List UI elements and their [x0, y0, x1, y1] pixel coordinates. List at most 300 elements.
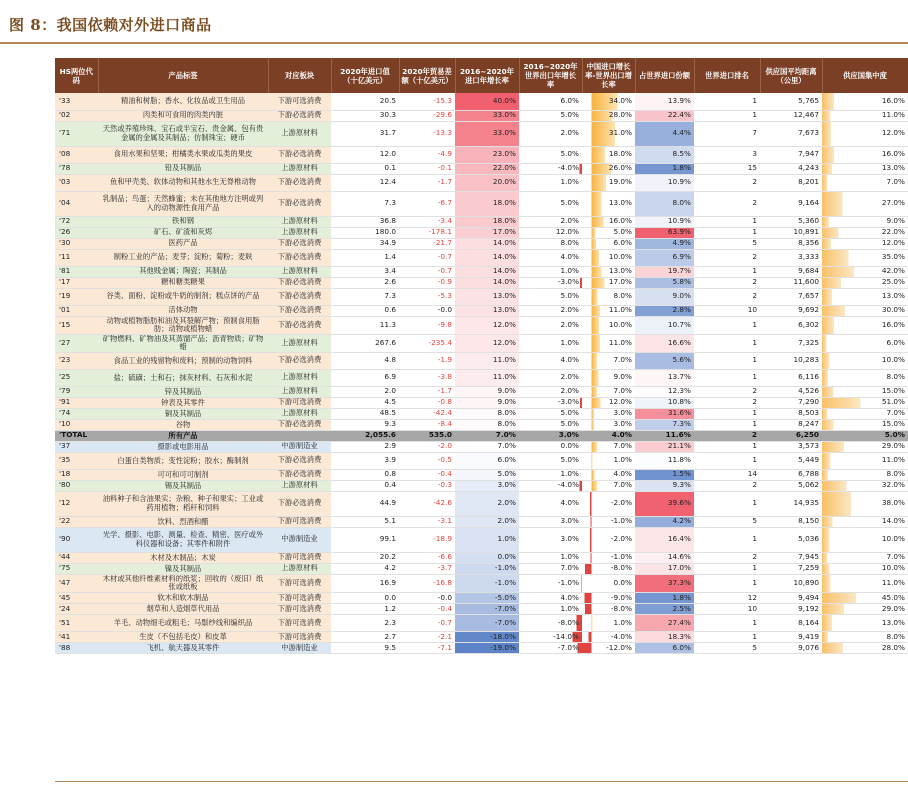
import-value-cell: 34.9 [331, 238, 399, 249]
supplier-concentration-cell: 8.0% [822, 632, 908, 643]
supplier-distance-cell: 14,935 [760, 491, 822, 516]
table-row [55, 146, 908, 163]
supplier-distance-cell: 8,201 [760, 174, 822, 191]
growth-diff-cell: 4.0% [582, 469, 635, 480]
trade-balance-cell: -4.9 [399, 146, 455, 163]
import-share-cell: 16.6% [635, 334, 694, 352]
import-growth-cell: -5.0% [455, 593, 519, 604]
trade-balance-cell: -0.7 [399, 249, 455, 266]
sector-cell: 上游原材料 [268, 227, 331, 238]
table-row [55, 643, 908, 654]
import-rank-cell: 1 [694, 316, 760, 334]
col-header-import: 2020年进口值（十亿美元） [331, 58, 399, 93]
import-growth-cell: 18.0% [455, 216, 519, 227]
import-value-cell: 99.1 [331, 527, 399, 552]
growth-diff-cell: -1.0% [582, 552, 635, 563]
supplier-distance-cell: 9,494 [760, 593, 822, 604]
growth-diff-cell: 3.0% [582, 408, 635, 419]
sector-cell: 下游必选消费 [268, 491, 331, 516]
growth-diff-cell: -4.0% [582, 632, 635, 643]
import-value-cell: 5.1 [331, 516, 399, 527]
growth-diff-cell: 6.0% [582, 238, 635, 249]
table-row [55, 480, 908, 491]
world-growth-cell: 5.0% [519, 288, 582, 305]
table-row [55, 121, 908, 146]
import-share-cell: 6.0% [635, 643, 694, 654]
world-growth-cell: 1.0% [519, 334, 582, 352]
import-value-cell: 1.2 [331, 604, 399, 615]
import-growth-cell: 20.0% [455, 174, 519, 191]
import-share-cell: 9.3% [635, 480, 694, 491]
product-label-cell: 糖和糖类糖果 [98, 277, 268, 288]
hs-cell: '08 [55, 146, 98, 163]
world-growth-cell: 3.0% [519, 516, 582, 527]
product-label-cell: 肉类和可食用的肉类内脏 [98, 110, 268, 121]
supplier-distance-cell: 10,890 [760, 574, 822, 592]
import-rank-cell: 5 [694, 238, 760, 249]
import-value-cell: 20.2 [331, 552, 399, 563]
product-label-cell: 医药产品 [98, 238, 268, 249]
supplier-concentration-cell: 38.0% [822, 491, 908, 516]
sector-cell: 下游必选消费 [268, 174, 331, 191]
product-label-cell: 钟表及其零件 [98, 397, 268, 408]
product-label-cell: 矿石、矿渣和灰烬 [98, 227, 268, 238]
import-value-cell: 0.0 [331, 593, 399, 604]
sector-cell: 上游原材料 [268, 334, 331, 352]
supplier-distance-cell: 8,247 [760, 419, 822, 430]
world-growth-cell: 5.0% [519, 408, 582, 419]
growth-diff-cell: 34.0% [582, 93, 635, 110]
import-value-cell: 1.4 [331, 249, 399, 266]
import-rank-cell: 1 [694, 563, 760, 574]
import-rank-cell: 14 [694, 469, 760, 480]
supplier-concentration-cell: 10.0% [822, 563, 908, 574]
table-header-row [55, 58, 908, 93]
sector-cell: 下游必选消费 [268, 238, 331, 249]
supplier-concentration-cell: 27.0% [822, 191, 908, 216]
supplier-distance-cell: 5,062 [760, 480, 822, 491]
import-value-cell: 2.9 [331, 441, 399, 452]
import-growth-cell: 33.0% [455, 110, 519, 121]
import-value-cell: 0.1 [331, 163, 399, 174]
hs-cell: '45 [55, 593, 98, 604]
hs-cell: '25 [55, 369, 98, 386]
supplier-distance-cell: 4,526 [760, 386, 822, 397]
growth-diff-cell: 16.0% [582, 216, 635, 227]
world-growth-cell: 1.0% [519, 604, 582, 615]
hs-cell: '19 [55, 288, 98, 305]
hs-cell: '91 [55, 397, 98, 408]
world-growth-cell: -4.0% [519, 163, 582, 174]
supplier-distance-cell: 9,692 [760, 305, 822, 316]
table-row [55, 397, 908, 408]
growth-diff-cell: 7.0% [582, 386, 635, 397]
import-value-cell: 180.0 [331, 227, 399, 238]
product-label-cell: 摄影或电影用品 [98, 441, 268, 452]
supplier-distance-cell: 6,116 [760, 369, 822, 386]
import-rank-cell: 10 [694, 305, 760, 316]
import-growth-cell: 13.0% [455, 305, 519, 316]
table-row [55, 249, 908, 266]
import-value-cell: 3.4 [331, 266, 399, 277]
sector-cell: 下游必选消费 [268, 419, 331, 430]
supplier-distance-cell: 5,765 [760, 93, 822, 110]
table-row [55, 491, 908, 516]
import-share-cell: 2.8% [635, 305, 694, 316]
supplier-concentration-cell: 11.0% [822, 452, 908, 469]
import-growth-cell: 7.0% [455, 430, 519, 441]
import-value-cell: 3.9 [331, 452, 399, 469]
import-value-cell: 6.9 [331, 369, 399, 386]
hs-cell: '12 [55, 491, 98, 516]
import-growth-cell: 14.0% [455, 277, 519, 288]
import-rank-cell: 2 [694, 386, 760, 397]
import-share-cell: 5.6% [635, 352, 694, 369]
world-growth-cell: 5.0% [519, 452, 582, 469]
sector-cell: 下游必选消费 [268, 352, 331, 369]
sector-cell: 下游可选消费 [268, 604, 331, 615]
trade-balance-cell: -5.3 [399, 288, 455, 305]
col-header-rank: 世界进口排名 [694, 58, 760, 93]
import-rank-cell: 1 [694, 452, 760, 469]
import-rank-cell: 2 [694, 277, 760, 288]
hs-cell: '74 [55, 408, 98, 419]
trade-balance-cell: -0.9 [399, 277, 455, 288]
hs-cell: 'TOTAL [55, 430, 98, 441]
product-label-cell: 食用水果和坚果；柑橘类水果或瓜类的果皮 [98, 146, 268, 163]
import-rank-cell: 1 [694, 216, 760, 227]
trade-balance-cell: -7.1 [399, 643, 455, 654]
import-growth-cell: -1.0% [455, 574, 519, 592]
table-row [55, 452, 908, 469]
trade-balance-cell: -1.7 [399, 386, 455, 397]
product-label-cell: 油料种子和含油果实；杂粮、种子和果实；工业或药用植物；稻秆和饲料 [98, 491, 268, 516]
sector-cell: 下游必选消费 [268, 191, 331, 216]
sector-cell: 上游原材料 [268, 563, 331, 574]
hs-cell: '37 [55, 441, 98, 452]
world-growth-cell: 4.0% [519, 352, 582, 369]
import-value-cell: 0.8 [331, 469, 399, 480]
world-growth-cell: 4.0% [519, 249, 582, 266]
sector-cell: 下游必选消费 [268, 305, 331, 316]
import-growth-cell: 9.0% [455, 397, 519, 408]
growth-diff-cell: -2.0% [582, 527, 635, 552]
import-growth-cell: 13.0% [455, 288, 519, 305]
trade-balance-cell: -6.6 [399, 552, 455, 563]
world-growth-cell: -8.0% [519, 615, 582, 632]
import-value-cell: 4.2 [331, 563, 399, 574]
import-value-cell: 4.5 [331, 397, 399, 408]
import-growth-cell: -7.0% [455, 604, 519, 615]
product-label-cell: 食品工业的残留物和废料；预制的动物饲料 [98, 352, 268, 369]
import-value-cell: 11.3 [331, 316, 399, 334]
trade-balance-cell: -18.9 [399, 527, 455, 552]
supplier-concentration-cell: 11.0% [822, 110, 908, 121]
import-rank-cell: 2 [694, 397, 760, 408]
trade-balance-cell: -42.6 [399, 491, 455, 516]
hs-cell: '81 [55, 266, 98, 277]
import-share-cell: 10.9% [635, 174, 694, 191]
hs-cell: '22 [55, 516, 98, 527]
product-label-cell: 矿物燃料、矿物油及其蒸馏产品；沥青物质；矿物蜡 [98, 334, 268, 352]
supplier-distance-cell: 9,164 [760, 191, 822, 216]
growth-diff-cell: -8.0% [582, 563, 635, 574]
hs-cell: '17 [55, 277, 98, 288]
product-label-cell: 铅及其制品 [98, 163, 268, 174]
sector-cell: 中游制造业 [268, 441, 331, 452]
sector-cell: 下游必选消费 [268, 452, 331, 469]
import-share-cell: 1.8% [635, 593, 694, 604]
import-growth-cell: 8.0% [455, 408, 519, 419]
import-share-cell: 9.0% [635, 288, 694, 305]
world-growth-cell: -3.0% [519, 397, 582, 408]
table-row [55, 277, 908, 288]
import-value-cell: 31.7 [331, 121, 399, 146]
product-label-cell: 其他贱金属；陶瓷；其制品 [98, 266, 268, 277]
growth-diff-cell: 17.0% [582, 277, 635, 288]
growth-diff-cell: -8.0% [582, 604, 635, 615]
import-share-cell: 22.4% [635, 110, 694, 121]
supplier-concentration-cell: 32.0% [822, 480, 908, 491]
trade-balance-cell: -3.4 [399, 216, 455, 227]
supplier-distance-cell: 5,036 [760, 527, 822, 552]
growth-diff-cell: -9.0% [582, 593, 635, 604]
world-growth-cell: 1.0% [519, 552, 582, 563]
import-growth-cell: -1.0% [455, 563, 519, 574]
growth-diff-cell: 13.0% [582, 191, 635, 216]
sector-cell: 下游必选消费 [268, 288, 331, 305]
trade-balance-cell: -13.3 [399, 121, 455, 146]
supplier-concentration-cell: 16.0% [822, 93, 908, 110]
sector-cell: 上游原材料 [268, 163, 331, 174]
table-row [55, 216, 908, 227]
import-share-cell: 5.8% [635, 277, 694, 288]
hs-cell: '10 [55, 419, 98, 430]
import-growth-cell: -7.0% [455, 615, 519, 632]
hs-cell: '72 [55, 216, 98, 227]
import-rank-cell: 2 [694, 249, 760, 266]
trade-balance-cell: -2.0 [399, 441, 455, 452]
table-row [55, 574, 908, 592]
hs-cell: '23 [55, 352, 98, 369]
import-share-cell: 12.3% [635, 386, 694, 397]
growth-diff-cell: 1.0% [582, 452, 635, 469]
import-share-cell: 6.9% [635, 249, 694, 266]
col-header-growth-diff: 中国进口增长率-世界出口增长率 [582, 58, 635, 93]
supplier-concentration-cell: 29.0% [822, 604, 908, 615]
product-label-cell: 锡及其制品 [98, 480, 268, 491]
world-growth-cell: 12.0% [519, 227, 582, 238]
hs-cell: '15 [55, 316, 98, 334]
supplier-concentration-cell: 7.0% [822, 408, 908, 419]
growth-diff-cell: 7.0% [582, 352, 635, 369]
table-row [55, 316, 908, 334]
sector-cell: 下游必选消费 [268, 277, 331, 288]
supplier-concentration-cell: 13.0% [822, 288, 908, 305]
import-growth-cell: 0.0% [455, 552, 519, 563]
sector-cell: 上游原材料 [268, 121, 331, 146]
growth-diff-cell: -2.0% [582, 491, 635, 516]
supplier-concentration-cell: 7.0% [822, 174, 908, 191]
supplier-distance-cell: 9,192 [760, 604, 822, 615]
hs-cell: '01 [55, 305, 98, 316]
bottom-divider [55, 781, 908, 782]
growth-diff-cell: 19.0% [582, 174, 635, 191]
import-growth-cell: 11.0% [455, 352, 519, 369]
import-growth-cell: 12.0% [455, 316, 519, 334]
trade-balance-cell: -0.4 [399, 469, 455, 480]
trade-balance-cell: -29.6 [399, 110, 455, 121]
product-label-cell: 镍及其制品 [98, 563, 268, 574]
import-share-cell: 4.9% [635, 238, 694, 249]
product-label-cell: 白蛋白类物质；变性淀粉；胶水；酶制剂 [98, 452, 268, 469]
import-share-cell: 8.0% [635, 191, 694, 216]
supplier-distance-cell: 12,467 [760, 110, 822, 121]
hs-cell: '78 [55, 163, 98, 174]
trade-balance-cell: -0.7 [399, 266, 455, 277]
title-divider [0, 42, 908, 44]
import-value-cell: 267.6 [331, 334, 399, 352]
supplier-concentration-cell: 51.0% [822, 397, 908, 408]
sector-cell: 下游可选消费 [268, 552, 331, 563]
growth-diff-cell: 31.0% [582, 121, 635, 146]
import-value-cell: 2,055.6 [331, 430, 399, 441]
trade-balance-cell: -0.7 [399, 615, 455, 632]
import-share-cell: 19.7% [635, 266, 694, 277]
supplier-concentration-cell: 16.0% [822, 146, 908, 163]
table-total-row [55, 430, 908, 441]
import-growth-cell: 1.0% [455, 527, 519, 552]
supplier-concentration-cell: 16.0% [822, 316, 908, 334]
table-row [55, 238, 908, 249]
import-value-cell: 9.5 [331, 643, 399, 654]
growth-diff-cell: 10.0% [582, 249, 635, 266]
col-header-concentration: 供应国集中度 [822, 58, 908, 93]
import-value-cell: 0.6 [331, 305, 399, 316]
supplier-concentration-cell: 11.0% [822, 574, 908, 592]
col-header-sector: 对应板块 [268, 58, 331, 93]
world-growth-cell: 1.0% [519, 469, 582, 480]
supplier-concentration-cell: 30.0% [822, 305, 908, 316]
supplier-concentration-cell: 8.0% [822, 369, 908, 386]
supplier-distance-cell: 3,573 [760, 441, 822, 452]
import-share-cell: 4.2% [635, 516, 694, 527]
hs-cell: '04 [55, 191, 98, 216]
table-row [55, 288, 908, 305]
import-share-cell: 1.8% [635, 163, 694, 174]
hs-cell: '35 [55, 452, 98, 469]
growth-diff-cell: 1.0% [582, 615, 635, 632]
table-row [55, 110, 908, 121]
growth-diff-cell: 7.0% [582, 441, 635, 452]
import-share-cell: 13.7% [635, 369, 694, 386]
world-growth-cell: 5.0% [519, 110, 582, 121]
table-row [55, 469, 908, 480]
import-rank-cell: 2 [694, 191, 760, 216]
import-growth-cell: 23.0% [455, 146, 519, 163]
growth-diff-cell: 11.0% [582, 334, 635, 352]
import-share-cell: 37.3% [635, 574, 694, 592]
world-growth-cell: 7.0% [519, 563, 582, 574]
table-row [55, 632, 908, 643]
growth-diff-cell: 26.0% [582, 163, 635, 174]
supplier-concentration-cell: 25.0% [822, 277, 908, 288]
supplier-concentration-cell: 13.0% [822, 163, 908, 174]
col-header-balance: 2020年贸易差额（十亿美元） [399, 58, 455, 93]
import-value-cell: 2.7 [331, 632, 399, 643]
world-growth-cell: 6.0% [519, 93, 582, 110]
sector-cell: 上游原材料 [268, 369, 331, 386]
world-growth-cell: 2.0% [519, 386, 582, 397]
supplier-distance-cell: 11,600 [760, 277, 822, 288]
supplier-distance-cell: 10,891 [760, 227, 822, 238]
import-rank-cell: 12 [694, 593, 760, 604]
trade-balance-cell: -1.9 [399, 352, 455, 369]
import-rank-cell: 1 [694, 527, 760, 552]
world-growth-cell: 3.0% [519, 430, 582, 441]
growth-diff-cell: 5.0% [582, 227, 635, 238]
import-rank-cell: 1 [694, 419, 760, 430]
world-growth-cell: 1.0% [519, 266, 582, 277]
sector-cell: 上游原材料 [268, 266, 331, 277]
import-value-cell: 48.5 [331, 408, 399, 419]
product-label-cell: 动物或植物脂肪和油及其裂解产物；预制食用脂肪；动物或植物蜡 [98, 316, 268, 334]
hs-cell: '79 [55, 386, 98, 397]
supplier-distance-cell: 6,250 [760, 430, 822, 441]
growth-diff-cell: 28.0% [582, 110, 635, 121]
trade-balance-cell: -0.8 [399, 397, 455, 408]
table-row [55, 563, 908, 574]
supplier-distance-cell: 7,325 [760, 334, 822, 352]
table-row [55, 174, 908, 191]
trade-balance-cell: -2.1 [399, 632, 455, 643]
hs-cell: '44 [55, 552, 98, 563]
import-rank-cell: 1 [694, 491, 760, 516]
growth-diff-cell: -1.0% [582, 516, 635, 527]
trade-balance-cell: -3.8 [399, 369, 455, 386]
table-row [55, 419, 908, 430]
growth-diff-cell: 9.0% [582, 369, 635, 386]
sector-cell: 下游可选消费 [268, 632, 331, 643]
import-share-cell: 17.0% [635, 563, 694, 574]
sector-cell: 下游可选消费 [268, 593, 331, 604]
hs-cell: '47 [55, 574, 98, 592]
import-value-cell: 12.4 [331, 174, 399, 191]
supplier-concentration-cell: 10.0% [822, 352, 908, 369]
trade-balance-cell: -0.0 [399, 593, 455, 604]
hs-cell: '11 [55, 249, 98, 266]
import-share-cell: 11.6% [635, 430, 694, 441]
supplier-concentration-cell: 22.0% [822, 227, 908, 238]
import-value-cell: 20.5 [331, 93, 399, 110]
table-row [55, 93, 908, 110]
sector-cell: 下游可选消费 [268, 615, 331, 632]
world-growth-cell: 5.0% [519, 191, 582, 216]
supplier-distance-cell: 4,243 [760, 163, 822, 174]
world-growth-cell: 0.0% [519, 441, 582, 452]
import-share-cell: 1.5% [635, 469, 694, 480]
world-growth-cell: -4.0% [519, 480, 582, 491]
world-growth-cell: 8.0% [519, 238, 582, 249]
trade-balance-cell: -42.4 [399, 408, 455, 419]
supplier-distance-cell: 8,356 [760, 238, 822, 249]
hs-cell: '26 [55, 227, 98, 238]
growth-diff-cell: -12.0% [582, 643, 635, 654]
import-share-cell: 10.9% [635, 216, 694, 227]
import-rank-cell: 7 [694, 121, 760, 146]
supplier-concentration-cell: 28.0% [822, 643, 908, 654]
supplier-concentration-cell: 29.0% [822, 441, 908, 452]
